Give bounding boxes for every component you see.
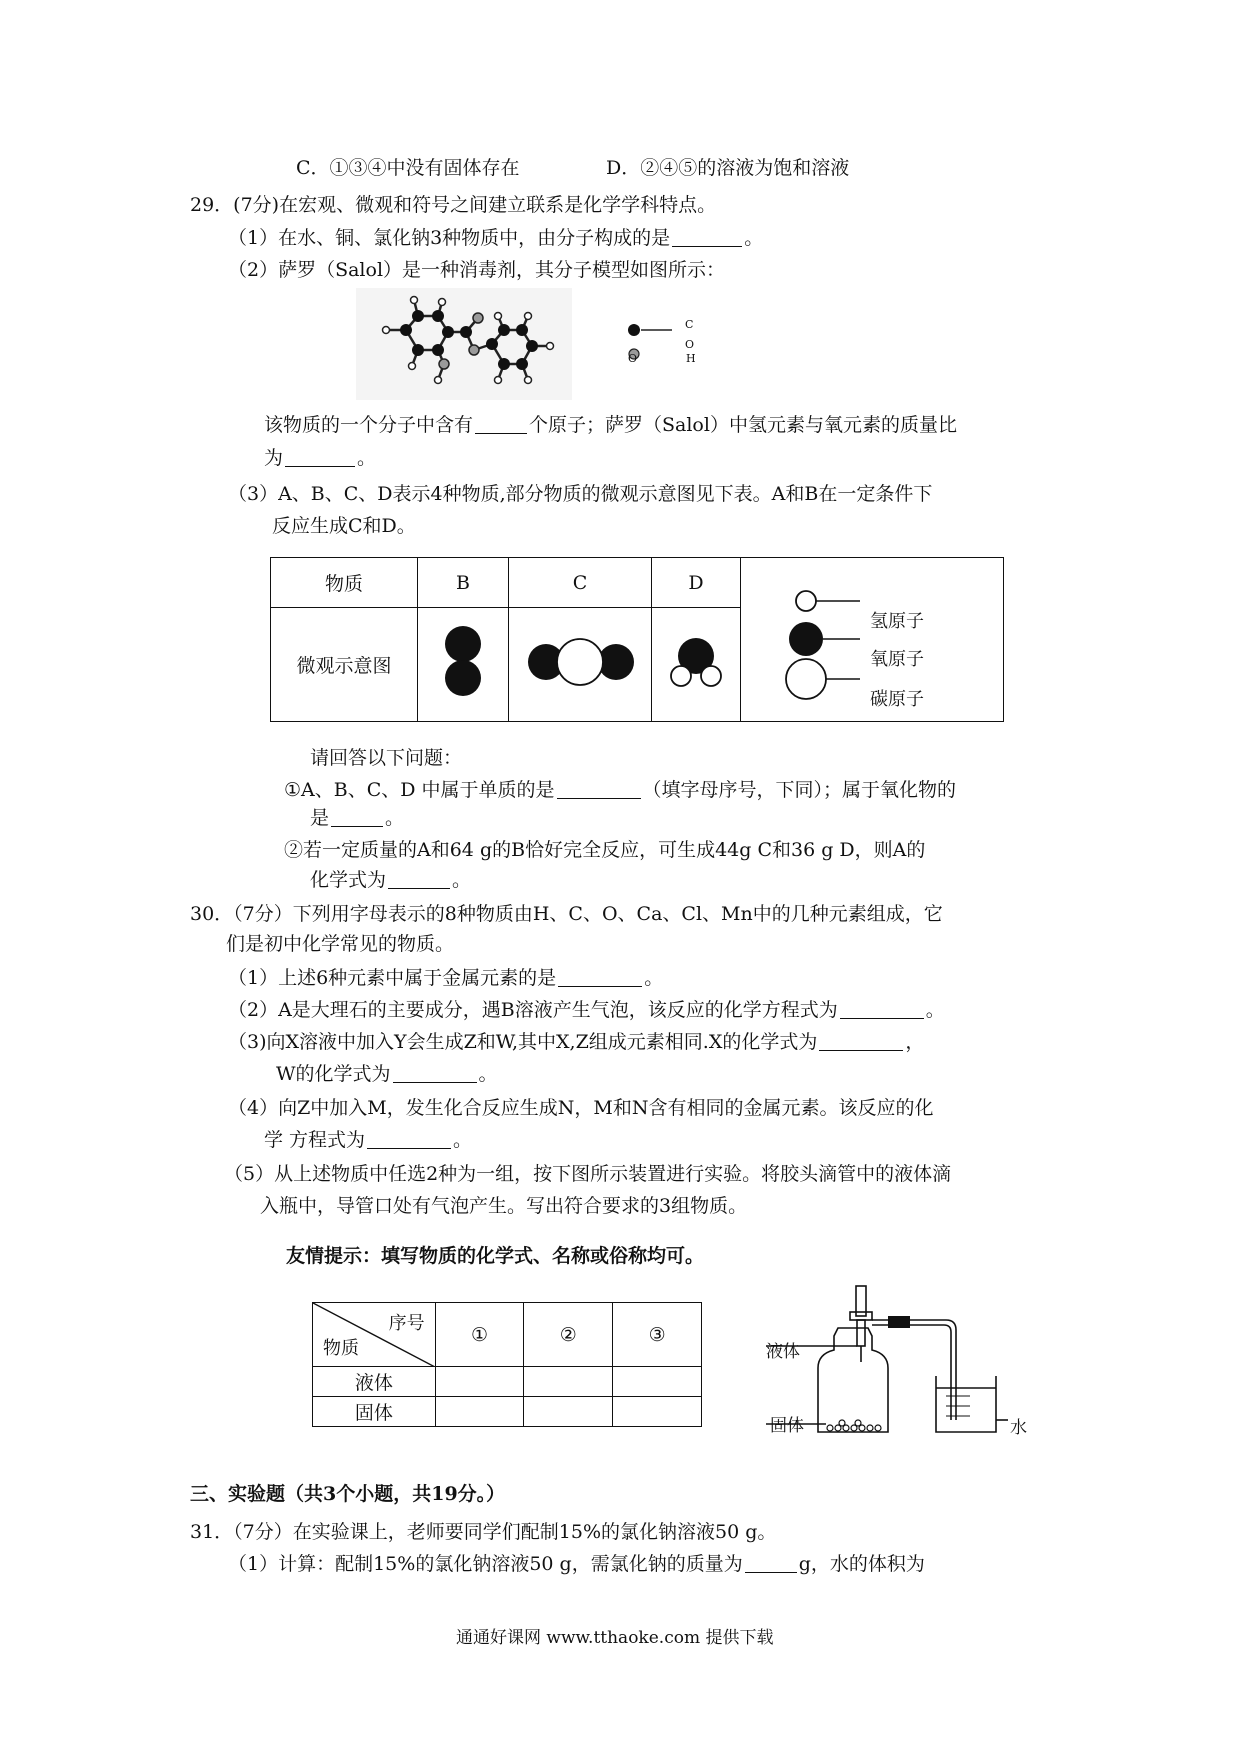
q29-part3-a: （3）A、B、C、D表示4种物质,部分物质的微观示意图见下表。A和B在一定条件下: [228, 483, 933, 505]
table-header-substance: 物质: [271, 558, 418, 608]
q30-part4: （4）向Z中加入M，发生化合反应生成N，M和N含有相同的金属元素。该反应的化: [228, 1097, 934, 1119]
q29-part2-a: 该物质的一个分子中含有 个原子；萨罗（Salol）中氢元素与氧元素的质量比: [264, 414, 957, 436]
page-footer: 通通好课网 www.tthaoke.com 提供下载: [456, 1628, 774, 1648]
molecule-d: [652, 608, 741, 722]
answer-blank[interactable]: [840, 1000, 924, 1019]
legend-oxygen: 氧原子: [870, 649, 924, 670]
row-label-liquid: 液体: [313, 1367, 436, 1397]
answer-blank[interactable]: [331, 808, 383, 827]
q29-sub2: ②若一定质量的A和64 g的B恰好完全反应，可生成44g C和36 g D，则A的: [284, 839, 926, 861]
table-row-label: 微观示意图: [271, 608, 418, 722]
q29-sub1-b: 是 。: [310, 807, 405, 829]
answer-blank[interactable]: [388, 870, 450, 889]
legend-hydrogen: 氢原子: [870, 611, 924, 632]
legend-o2-label: O: [685, 338, 695, 351]
q29-sub1: ①A、B、C、D 中属于单质的是 （填字母序号，下同）；属于氧化物的: [284, 779, 957, 801]
substance-table: [312, 1302, 702, 1427]
apparatus-liquid-label: 液体: [766, 1342, 800, 1362]
answer-cell[interactable]: [524, 1397, 613, 1427]
table-header-c: C: [509, 558, 652, 608]
q29-part3-b: 反应生成C和D。: [272, 515, 416, 537]
molecule-b: [418, 608, 509, 722]
q29-ask: 请回答以下问题：: [310, 747, 463, 769]
legend-carbon: 碳原子: [870, 689, 924, 710]
question-30-title-b: 们是初中化学常见的物质。: [226, 933, 455, 955]
answer-blank[interactable]: [475, 415, 527, 434]
q30-part1: （1）上述6种元素中属于金属元素的是 。: [228, 967, 664, 989]
answer-blank[interactable]: [745, 1554, 797, 1573]
q30-part4-b: 学 方程式为 。: [264, 1129, 473, 1151]
legend-h-label: H: [686, 352, 696, 365]
section-3-heading: 三、实验题（共3个小题，共19分。）: [190, 1483, 506, 1505]
o2-molecule-diagram: [433, 622, 493, 702]
co2-molecule-diagram: [520, 632, 640, 692]
col-header-3: ③: [613, 1303, 702, 1367]
answer-blank[interactable]: [558, 968, 642, 987]
question-29-title: 29．(7分)在宏观、微观和符号之间建立联系是化学学科特点。: [190, 194, 717, 216]
gas-apparatus-diagram: [760, 1284, 1030, 1434]
q30-part5-b: 入瓶中，导管口处有气泡产生。写出符合要求的3组物质。: [260, 1195, 748, 1217]
q30-part5: （5）从上述物质中任选2种为一组，按下图所示装置进行实验。将胶头滴管中的液体滴: [224, 1163, 952, 1185]
diag-top-label: 序号: [388, 1313, 425, 1334]
col-header-2: ②: [524, 1303, 613, 1367]
legend-c-label: C: [685, 318, 694, 331]
q29-part2-b: 为 。: [264, 447, 377, 469]
molecule-c: [509, 608, 652, 722]
answer-blank[interactable]: [285, 448, 355, 467]
q30-part3: （3)向X溶液中加入Y会生成Z和W,其中X,Z组成元素相同.X的化学式为 ，: [228, 1031, 925, 1053]
q29-part2: （2）萨罗（Salol）是一种消毒剂，其分子模型如图所示：: [228, 259, 726, 281]
apparatus-solid-label: 固体: [770, 1416, 804, 1436]
option-d: D．②④⑤的溶液为饱和溶液: [606, 157, 850, 179]
salol-molecule-model: [356, 288, 572, 400]
answer-cell[interactable]: [524, 1367, 613, 1397]
col-header-1: ①: [435, 1303, 524, 1367]
answer-cell[interactable]: [435, 1367, 524, 1397]
question-31-title: 31．（7分）在实验课上，老师要同学们配制15%的氯化钠溶液50 g。: [190, 1521, 777, 1543]
question-30-title: 30．（7分）下列用字母表示的8种物质由H、C、O、Ca、Cl、Mn中的几种元素组成，它: [190, 903, 943, 925]
answer-cell[interactable]: [613, 1397, 702, 1427]
table-header-b: B: [418, 558, 509, 608]
q31-part1: （1）计算：配制15%的氯化钠溶液50 g，需氯化钠的质量为 g，水的体积为: [228, 1553, 925, 1575]
hint-text: 友情提示：填写物质的化学式、名称或俗称均可。: [286, 1245, 705, 1267]
answer-blank[interactable]: [557, 780, 641, 799]
q29-part1: （1）在水、铜、氯化钠3种物质中，由分子构成的是 。: [228, 227, 764, 249]
legend-o-label: O: [628, 352, 638, 365]
answer-blank[interactable]: [367, 1130, 451, 1149]
atom-legend: [762, 575, 982, 705]
q29-sub2-b: 化学式为 。: [310, 869, 472, 891]
apparatus-water-label: 水: [1010, 1418, 1027, 1438]
row-label-solid: 固体: [313, 1397, 436, 1427]
option-c: C．①③④中没有固体存在: [296, 157, 520, 179]
answer-blank[interactable]: [819, 1032, 903, 1051]
q30-part2: （2）A是大理石的主要成分，遇B溶液产生气泡，该反应的化学方程式为 。: [228, 999, 945, 1021]
answer-cell[interactable]: [613, 1367, 702, 1397]
table-header-d: D: [652, 558, 741, 608]
diagonal-header-cell: [313, 1303, 436, 1367]
answer-blank[interactable]: [393, 1064, 477, 1083]
answer-cell[interactable]: [435, 1397, 524, 1427]
h2o-molecule-diagram: [661, 632, 731, 692]
diag-bottom-label: 物质: [323, 1338, 359, 1359]
q30-part3-b: W的化学式为 。: [276, 1063, 498, 1085]
answer-blank[interactable]: [672, 228, 742, 247]
